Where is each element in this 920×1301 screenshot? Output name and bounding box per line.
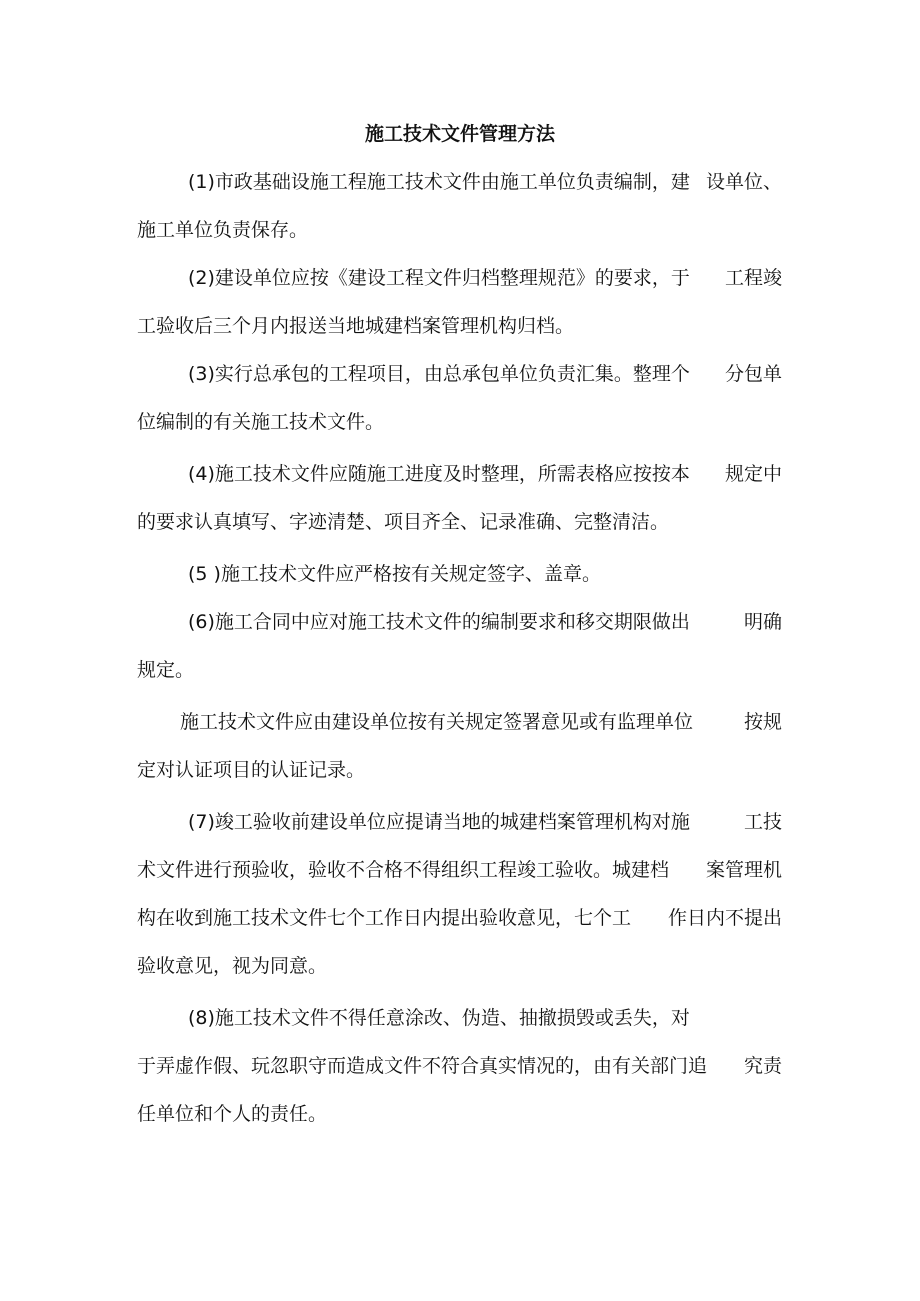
paragraph-3-line-2: 位编制的有关施工技术文件。 [137, 411, 385, 433]
paragraph-2-line-2: 工验收后三个月内报送当地城建档案管理机构归档。 [137, 315, 575, 337]
paragraph-4-line-1-tail: 规定中 [724, 463, 782, 485]
paragraph-6-line-1-tail: 明确 [743, 611, 782, 633]
paragraph-9-line-2-tail: 究责 [743, 1055, 782, 1077]
paragraph-9-line-1: (8)施工技术文件不得任意涂改、伪造、抽撤损毁或丢失，对 [188, 1007, 690, 1029]
paragraph-8-line-3: 构在收到施工技术文件七个工作日内提出验收意见，七个工 [137, 907, 632, 929]
paragraph-6-line-1: (6)施工合同中应对施工技术文件的编制要求和移交期限做出 [188, 611, 690, 633]
paragraph-8-line-2-tail: 案管理机 [705, 859, 782, 881]
paragraph-5-line-1: (5 )施工技术文件应严格按有关规定签字、盖章。 [188, 563, 601, 585]
paragraph-8-line-1: (7)竣工验收前建设单位应提请当地的城建档案管理机构对施 [188, 811, 690, 833]
paragraph-8-line-4: 验收意见，视为同意。 [137, 955, 328, 977]
paragraph-6-line-2: 规定。 [137, 659, 195, 681]
paragraph-7-line-2: 定对认证项目的认证记录。 [137, 759, 366, 781]
paragraph-2-line-1: (2)建设单位应按《建设工程文件归档整理规范》的要求，于 [188, 267, 690, 289]
paragraph-4-line-1: (4)施工技术文件应随施工进度及时整理，所需表格应按按本 [188, 463, 690, 485]
paragraph-9-line-3: 任单位和个人的责任。 [137, 1103, 328, 1125]
paragraph-2-line-1-tail: 工程竣 [724, 267, 782, 289]
paragraph-3-line-1-tail: 分包单 [724, 363, 782, 385]
paragraph-8-line-3-tail: 作日内不提出 [667, 907, 782, 929]
paragraph-7-line-1: 施工技术文件应由建设单位按有关规定签署意见或有监理单位 [180, 711, 694, 733]
document-title: 施工技术文件管理方法 [364, 123, 555, 145]
paragraph-8-line-2: 术文件进行预验收，验收不合格不得组织工程竣工验收。城建档 [137, 859, 670, 881]
paragraph-3-line-1: (3)实行总承包的工程项目，由总承包单位负责汇集。整理个 [188, 363, 690, 385]
paragraph-1-line-1-tail: 设单位、 [705, 171, 782, 193]
paragraph-9-line-2: 于弄虚作假、玩忽职守而造成文件不符合真实情况的，由有关部门追 [137, 1055, 708, 1077]
paragraph-1-line-2: 施工单位负责保存。 [137, 219, 309, 241]
paragraph-1-line-1: (1)市政基础设施工程施工技术文件由施工单位负责编制，建 [188, 171, 690, 193]
paragraph-8-line-1-tail: 工技 [743, 811, 782, 833]
paragraph-4-line-2: 的要求认真填写、字迹清楚、项目齐全、记录准确、完整清洁。 [137, 511, 670, 533]
paragraph-7-line-1-tail: 按规 [743, 711, 782, 733]
